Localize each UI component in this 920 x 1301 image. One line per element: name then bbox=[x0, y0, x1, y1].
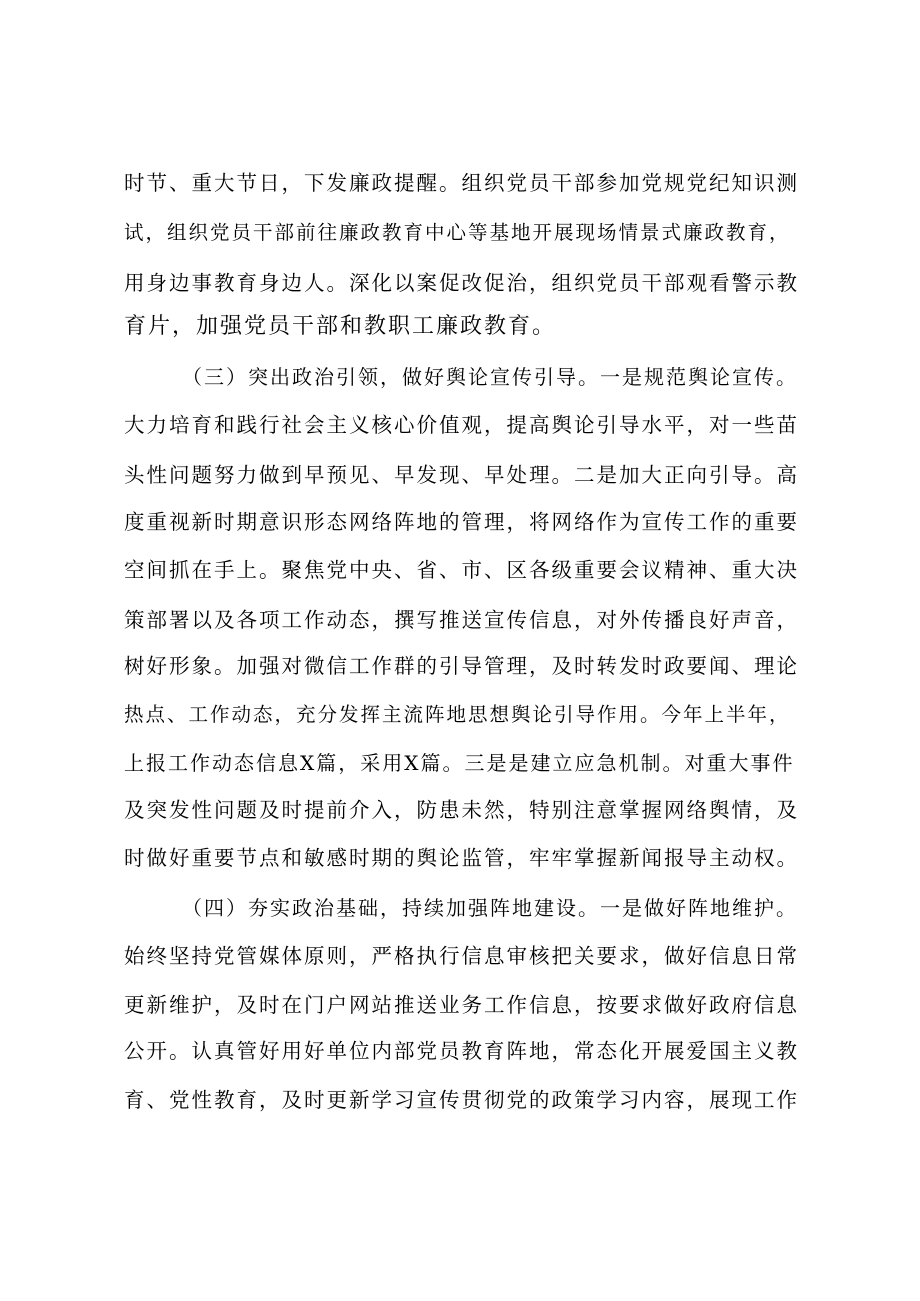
text-line: 始终坚持党管媒体原则，严格执行信息审核把关要求，做好信息日常 bbox=[124, 944, 799, 968]
text-line: 大力培育和践行社会主义核心价值观，提高舆论引导水平，对一些苗 bbox=[124, 413, 799, 437]
text-line: 空间抓在手上。聚焦党中央、省、市、区各级重要会议精神、重大决 bbox=[124, 558, 799, 582]
text-line: 用身边事教育身边人。深化以案促改促治，组织党员干部观看警示教 bbox=[124, 271, 799, 295]
text-line: 策部署以及各项工作动态，撰写推送宣传信息，对外传播良好声音， bbox=[124, 608, 799, 632]
text-line: 时做好重要节点和敏感时期的舆论监管，牢牢掌握新闻报导主动权。 bbox=[124, 846, 799, 870]
text-line: 树好形象。加强对微信工作群的引导管理，及时转发时政要闻、理论 bbox=[124, 654, 799, 678]
text-line: 度重视新时期意识形态网络阵地的管理，将网络作为宣传工作的重要 bbox=[124, 510, 799, 534]
text-line: 时节、重大节日，下发廉政提醒。组织党员干部参加党规党纪知识测 bbox=[124, 171, 799, 195]
paragraph-heading-line: （三）突出政治引领，做好舆论宣传引导。一是规范舆论宣传。 bbox=[182, 365, 798, 389]
text-line: 更新维护，及时在门户网站推送业务工作信息，按要求做好政府信息 bbox=[124, 993, 799, 1017]
text-line: 及突发性问题及时提前介入，防患未然，特别注意掌握网络舆情，及 bbox=[124, 798, 799, 822]
text-line: 公开。认真管好用好单位内部党员教育阵地，常态化开展爱国主义教 bbox=[124, 1039, 799, 1063]
text-line: 上报工作动态信息X篇，采用X篇。三是是建立应急机制。对重大事件 bbox=[124, 751, 795, 775]
text-line: 试，组织党员干部前往廉政教育中心等基地开展现场情景式廉政教育， bbox=[124, 221, 791, 244]
text-line: 育片，加强党员干部和教职工廉政教育。 bbox=[124, 314, 557, 339]
text-line: 头性问题努力做到早预见、早发现、早处理。二是加大正向引导。高 bbox=[124, 463, 799, 487]
text-line: 热点、工作动态，充分发挥主流阵地思想舆论引导作用。今年上半年， bbox=[124, 703, 791, 726]
paragraph-heading-line: （四）夯实政治基础，持续加强阵地建设。一是做好阵地维护。 bbox=[182, 896, 798, 920]
text-line: 育、党性教育，及时更新学习宣传贯彻党的政策学习内容，展现工作 bbox=[124, 1088, 799, 1112]
